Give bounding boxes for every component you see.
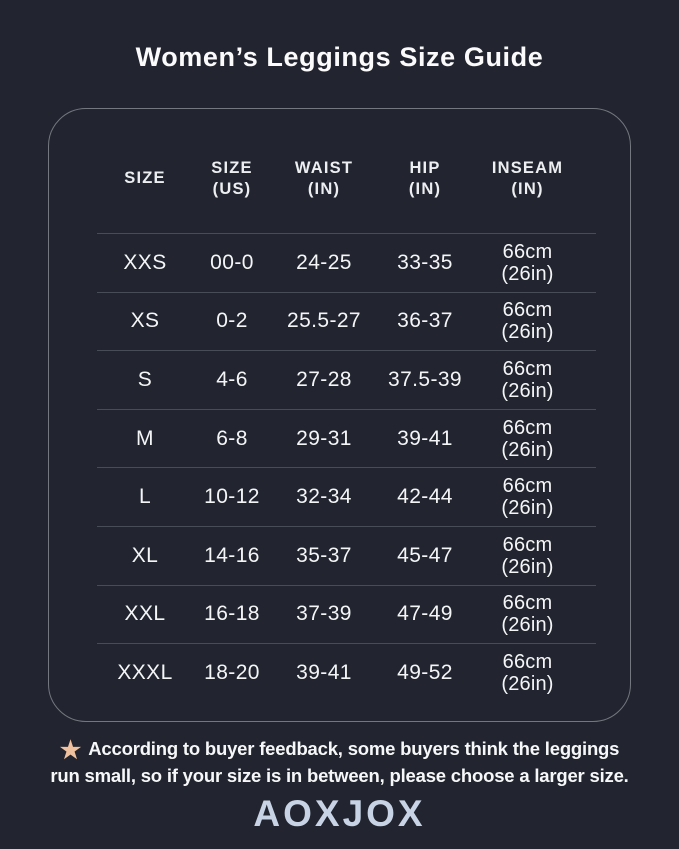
brand-logo: AOXJOX xyxy=(253,793,426,834)
inseam-in: (26in) xyxy=(501,262,554,285)
cell-size-us: 6-8 xyxy=(216,426,248,450)
inseam-cm: 66cm xyxy=(502,240,553,263)
header-line: SIZE xyxy=(124,169,166,188)
inseam-in: (26in) xyxy=(501,321,554,344)
inseam-in: (26in) xyxy=(501,438,554,461)
cell-size-us: 4-6 xyxy=(216,367,248,391)
table-header-row xyxy=(49,109,630,233)
inseam-in: (26in) xyxy=(501,672,554,695)
header-line: SIZE xyxy=(211,158,253,177)
star-icon: ★ xyxy=(59,737,82,764)
cell-waist: 24-25 xyxy=(296,250,352,274)
header-line: (US) xyxy=(212,180,252,198)
size-table-panel xyxy=(48,108,631,722)
cell-size: XXL xyxy=(124,602,166,626)
cell-hip: 42-44 xyxy=(397,485,453,509)
cell-inseam xyxy=(477,299,578,343)
cell-size: XXS xyxy=(123,250,167,274)
cell-waist: 37-39 xyxy=(296,602,352,626)
cell-waist: 27-28 xyxy=(296,367,352,391)
cell-hip: 36-37 xyxy=(397,309,453,333)
cell-size: XL xyxy=(131,543,159,567)
column-header-size xyxy=(101,168,189,189)
cell-inseam xyxy=(477,358,578,402)
table-row-xxl xyxy=(49,586,630,644)
cell-size: M xyxy=(136,426,154,450)
cell-waist: 35-37 xyxy=(296,543,352,567)
cell-size-us: 16-18 xyxy=(204,602,260,626)
inseam-cm: 66cm xyxy=(502,650,553,673)
inseam-in: (26in) xyxy=(501,614,554,637)
inseam-cm: 66cm xyxy=(502,357,553,380)
cell-hip: 47-49 xyxy=(397,602,453,626)
cell-size-us: 18-20 xyxy=(204,660,260,684)
table-row-xxxl xyxy=(49,644,630,702)
column-header-size-us xyxy=(189,158,275,201)
cell-size-us: 0-2 xyxy=(216,309,248,333)
cell-inseam xyxy=(477,592,578,636)
table-row-xxs xyxy=(49,234,630,292)
cell-inseam xyxy=(477,475,578,519)
cell-inseam xyxy=(477,417,578,461)
cell-hip: 37.5-39 xyxy=(387,367,463,391)
inseam-cm: 66cm xyxy=(502,416,553,439)
cell-size: S xyxy=(137,367,153,391)
cell-waist: 25.5-27 xyxy=(286,309,362,333)
cell-size-us: 14-16 xyxy=(204,543,260,567)
inseam-cm: 66cm xyxy=(502,592,553,615)
cell-size: L xyxy=(138,485,152,509)
cell-size: XXXL xyxy=(117,660,173,684)
inseam-in: (26in) xyxy=(501,497,554,520)
cell-inseam xyxy=(477,241,578,285)
header-line: WAIST xyxy=(294,158,354,177)
inseam-cm: 66cm xyxy=(502,299,553,322)
feedback-note-text: According to buyer feedback, some buyers think the leggings run small, so if your size is in between, please choose a larger size. xyxy=(50,738,629,786)
table-row-s xyxy=(49,351,630,409)
cell-hip: 49-52 xyxy=(397,660,453,684)
inseam-cm: 66cm xyxy=(502,475,553,498)
cell-waist: 32-34 xyxy=(296,485,352,509)
table-row-m xyxy=(49,410,630,468)
cell-size: XS xyxy=(130,309,160,333)
cell-waist: 29-31 xyxy=(296,426,352,450)
column-header-hip xyxy=(373,158,477,201)
cell-waist: 39-41 xyxy=(296,660,352,684)
cell-size-us: 00-0 xyxy=(210,250,254,274)
cell-hip: 39-41 xyxy=(397,426,453,450)
inseam-in: (26in) xyxy=(501,379,554,402)
feedback-note xyxy=(0,736,679,788)
header-line: (IN) xyxy=(307,180,341,198)
header-line: (IN) xyxy=(511,180,544,198)
cell-inseam xyxy=(477,651,578,695)
cell-inseam xyxy=(477,534,578,578)
inseam-in: (26in) xyxy=(501,555,554,578)
table-row-xs xyxy=(49,293,630,351)
header-line: INSEAM xyxy=(491,158,564,177)
cell-size-us: 10-12 xyxy=(204,485,260,509)
inseam-cm: 66cm xyxy=(502,533,553,556)
table-row-l xyxy=(49,468,630,526)
cell-hip: 45-47 xyxy=(397,543,453,567)
column-header-inseam xyxy=(477,158,578,201)
header-line: (IN) xyxy=(408,180,442,198)
page-title: Women’s Leggings Size Guide xyxy=(135,42,544,72)
header-line: HIP xyxy=(409,158,441,177)
cell-hip: 33-35 xyxy=(397,250,453,274)
column-header-waist xyxy=(275,158,373,201)
table-row-xl xyxy=(49,527,630,585)
